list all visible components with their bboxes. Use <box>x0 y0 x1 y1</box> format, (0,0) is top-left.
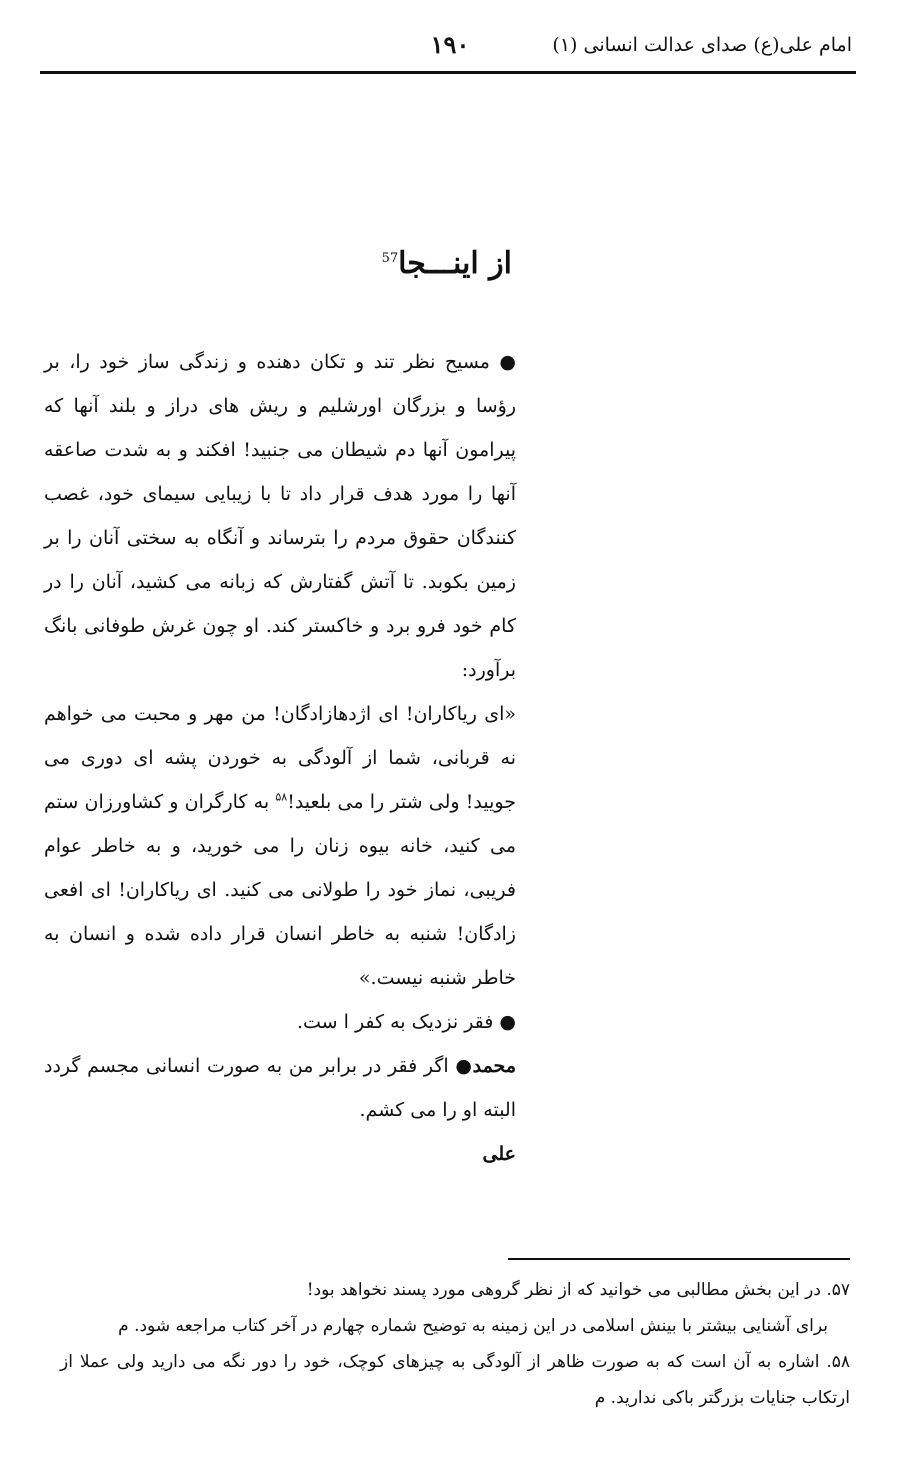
book-title: امام علی(ع) صدای عدالت انسانی (۱) <box>552 34 852 56</box>
quote-text-part1: «ای ریاکاران! ای اژدهازادگان! من مهر و محبت می خواهم نه قربانی، شما از آلودگی به خوردن پشه ای دوری می جویید! ولی شتر را می بلعید! <box>44 703 516 813</box>
paragraph-quote <box>44 692 516 1000</box>
footnote-ref-57[interactable]: 57 <box>381 251 399 266</box>
saying1-author: محمد <box>472 1055 516 1077</box>
header-rule <box>40 71 856 74</box>
saying2-author: علی <box>482 1143 516 1165</box>
saying2-author-line <box>44 1132 516 1176</box>
quote-text-part2: به کارگران و کشاورزان ستم می کنید، خانه بیوه زنان را می خورید، و به خاطر عوام فریبی، نماز خود را طولانی می کنید. ای ریاکاران! ای افعی زادگان! شنبه به خاطر انسان قرار داده شده و انسان به خاطر شنبه نیست.» <box>44 791 516 989</box>
saying-poverty-man <box>44 1044 516 1132</box>
footnote-ref-58[interactable]: ۵۸ <box>275 790 288 804</box>
footnote-57-line2: برای آشنایی بیشتر با بینش اسلامی در این زمینه به توضیح شماره چهارم در آخر کتاب مراجعه شود. م <box>118 1316 828 1336</box>
saying-poverty-kufr: ● فقر نزدیک به کفر ا ست. <box>296 1011 516 1033</box>
footnote-58: ۵۸. اشاره به آن است که به صورت ظاهر از آلودگی به چیزهای کوچک، خود را دور نگه می دارید ولی عملا از ارتکاب جنایات بزرگتر باکی ندارید. م <box>60 1352 850 1408</box>
body-text <box>44 340 516 1176</box>
saying2-text: ● اگر فقر در برابر من به صورت انسانی مجسم گردد البته او را می کشم. <box>44 1055 516 1121</box>
footnote-separator <box>508 1258 850 1260</box>
paragraph-jesus: ● مسیح نظر تند و تکان دهنده و زندگی ساز خود را، بر رؤسا و بزرگان اورشلیم و ریش های دراز و بلند آنها که پیرامون آنها دم شیطان می جنبید! افکند و به شدت صاعقه آنها را مورد هدف قرار داد تا با زیبایی سیمای خود، غصب کنندگان حقوق مردم را بترساند و آنگاه به سختی آنان را بر زمین بکوبد. تا آتش گفتارش که زبانه می کشید، آنان را در کام خود فرو برد و خاکستر کند. او چون غرش طوفانی بانگ برآورد: <box>44 351 516 681</box>
section-heading-text: از اینـــجا <box>398 246 512 281</box>
page-number: ۱۹۰ <box>430 30 470 59</box>
footnotes <box>60 1272 850 1416</box>
section-heading <box>382 246 512 281</box>
footnote-57-line1: ۵۷. در این بخش مطالبی می خوانید که از نظر گروهی مورد پسند نخواهد بود! <box>306 1280 850 1300</box>
